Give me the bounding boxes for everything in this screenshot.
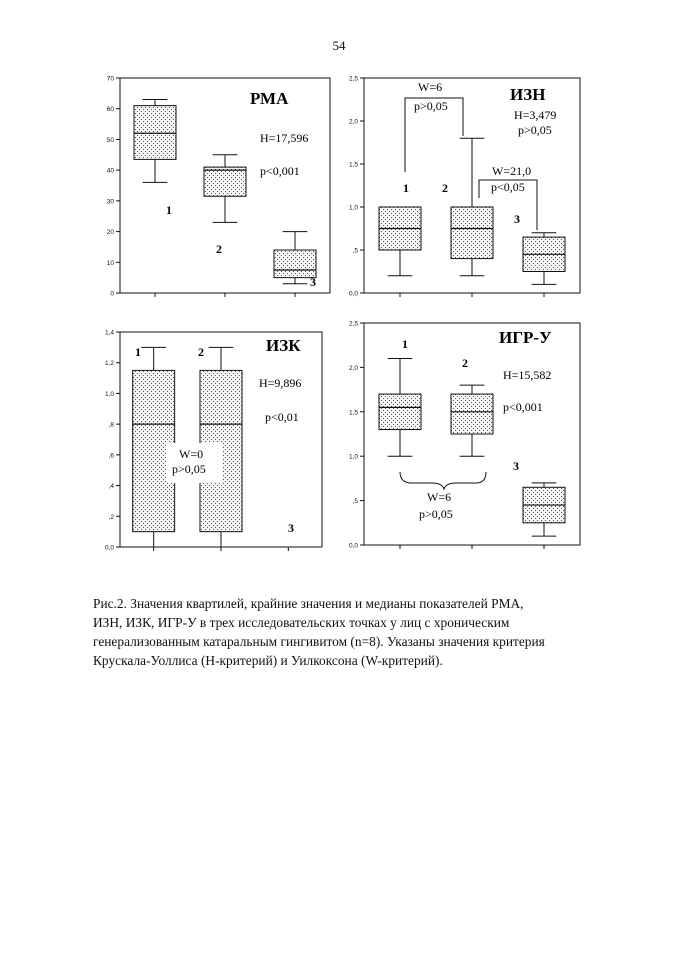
stat-h: H=15,582 bbox=[503, 368, 552, 382]
chart-title: РМА bbox=[250, 89, 289, 108]
page-number: 54 bbox=[332, 38, 346, 53]
comparison-p: p>0,05 bbox=[172, 462, 206, 476]
iqr-box bbox=[379, 394, 421, 430]
comparison-p: p>0,05 bbox=[419, 507, 453, 521]
comparison-w-2-3: W=21,0 bbox=[492, 164, 532, 178]
y-tick-label: 1,4 bbox=[104, 329, 114, 337]
y-tick-label: 0 bbox=[110, 290, 114, 298]
y-tick-label: 2,0 bbox=[348, 118, 358, 126]
figure-caption bbox=[93, 594, 642, 670]
chart-rma bbox=[92, 72, 338, 304]
chart-panel-izn bbox=[332, 70, 592, 302]
group-label-2: 2 bbox=[442, 181, 448, 195]
comparison-p-2-3: p<0,05 bbox=[491, 180, 525, 194]
y-tick-label: 1,2 bbox=[104, 360, 114, 368]
iqr-box bbox=[274, 250, 316, 278]
group-label-2: 2 bbox=[216, 242, 222, 256]
y-tick-label: 1,0 bbox=[348, 204, 358, 212]
group-label-3: 3 bbox=[310, 275, 316, 289]
stat-h: H=9,896 bbox=[259, 376, 302, 390]
y-tick-label: 20 bbox=[106, 229, 114, 237]
group-label-2: 2 bbox=[462, 356, 468, 370]
group-label-3: 3 bbox=[513, 459, 519, 473]
chart-panel-igr bbox=[332, 315, 592, 555]
iqr-box bbox=[134, 106, 176, 160]
caption-line: генерализованным катаральным гингивитом (n=8). Указаны значения критерия bbox=[93, 634, 545, 649]
y-tick-label: 0,0 bbox=[104, 544, 114, 552]
group-label-1: 1 bbox=[166, 203, 172, 217]
group-label-2: 2 bbox=[198, 345, 204, 359]
group-label-1: 1 bbox=[403, 181, 409, 195]
y-tick-label: 2,5 bbox=[348, 75, 358, 83]
comparison-w: W=6 bbox=[427, 490, 452, 504]
y-tick-label: 2,5 bbox=[348, 320, 358, 328]
y-tick-label: 1,0 bbox=[348, 453, 358, 461]
box-plot-group-3 bbox=[523, 233, 565, 285]
y-tick-label: ,8 bbox=[108, 421, 114, 429]
box-plot-group-1 bbox=[379, 207, 421, 276]
plot-area bbox=[107, 76, 330, 298]
group-label-3: 3 bbox=[288, 521, 294, 535]
stat-h: H=17,596 bbox=[260, 131, 309, 145]
group-label-1: 1 bbox=[135, 345, 141, 359]
chart-izk bbox=[92, 325, 338, 555]
y-tick-label: 40 bbox=[106, 167, 114, 175]
chart-panel-izk bbox=[92, 325, 338, 555]
group-label-1: 1 bbox=[402, 337, 408, 351]
iqr-box bbox=[451, 394, 493, 434]
box-plot-group-2 bbox=[204, 155, 246, 223]
y-tick-label: 60 bbox=[106, 106, 114, 114]
stat-p: p<0,001 bbox=[503, 400, 543, 414]
comparison-p-1-2: p>0,05 bbox=[414, 99, 448, 113]
box-plot-group-3 bbox=[523, 483, 565, 536]
y-tick-label: ,4 bbox=[108, 483, 114, 491]
y-tick-label: ,2 bbox=[108, 513, 114, 521]
y-tick-label: ,5 bbox=[352, 498, 358, 506]
comparison-w-1-2: W=6 bbox=[418, 80, 443, 94]
y-tick-label: 70 bbox=[106, 75, 114, 83]
y-tick-label: 2,0 bbox=[348, 364, 358, 372]
chart-title: ИГР-У bbox=[499, 328, 552, 347]
y-tick-label: ,5 bbox=[352, 247, 358, 255]
plot-area bbox=[105, 330, 322, 552]
stat-h: H=3,479 bbox=[514, 108, 557, 122]
chart-igr bbox=[332, 315, 592, 555]
comparison-brace bbox=[400, 472, 486, 489]
group-label-3: 3 bbox=[514, 212, 520, 226]
comparison-w: W=0 bbox=[179, 447, 204, 461]
chart-izn bbox=[332, 70, 592, 302]
caption-line: Крускала-Уоллиса (Н-критерий) и Уилкоксона (W-критерий). bbox=[93, 653, 443, 668]
box-plot-group-1 bbox=[379, 359, 421, 457]
stat-p: p<0,001 bbox=[260, 164, 300, 178]
y-tick-label: 1,5 bbox=[348, 161, 358, 169]
plot-area bbox=[349, 321, 580, 550]
y-tick-label: 1,0 bbox=[104, 390, 114, 398]
y-tick-label: 1,5 bbox=[348, 409, 358, 417]
caption-line: ИЗН, ИЗК, ИГР-У в трех исследовательских точках у лиц с хроническим bbox=[93, 615, 510, 630]
box-plot-group-2 bbox=[451, 138, 493, 276]
y-tick-label: 0,0 bbox=[348, 542, 358, 550]
chart-panel-rma bbox=[92, 72, 338, 304]
box-plot-group-2 bbox=[451, 385, 493, 456]
caption-line: Рис.2. Значения квартилей, крайние значения и медианы показателей РМА, bbox=[93, 596, 524, 611]
iqr-box bbox=[204, 167, 246, 196]
y-tick-label: ,6 bbox=[108, 452, 114, 460]
stat-p: p<0,01 bbox=[265, 410, 299, 424]
y-tick-label: 0,0 bbox=[348, 290, 358, 298]
y-tick-label: 50 bbox=[106, 136, 114, 144]
iqr-box bbox=[451, 207, 493, 259]
chart-title: ИЗК bbox=[266, 336, 301, 355]
box-plot-group-1 bbox=[134, 100, 176, 183]
y-tick-label: 10 bbox=[106, 259, 114, 267]
y-tick-label: 30 bbox=[106, 198, 114, 206]
stat-p: p>0,05 bbox=[518, 123, 552, 137]
chart-title: ИЗН bbox=[510, 85, 546, 104]
